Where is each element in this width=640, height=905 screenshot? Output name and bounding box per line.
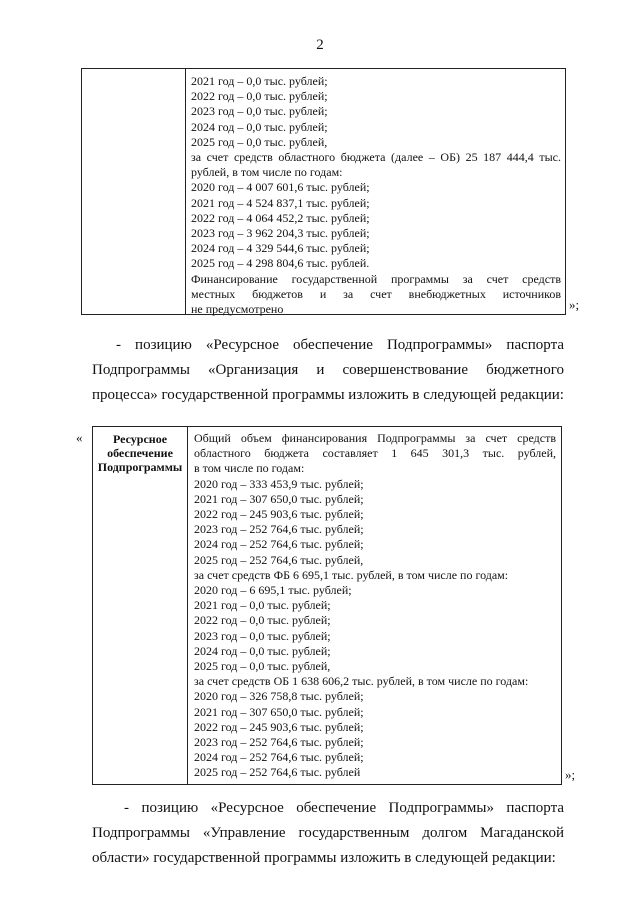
- text-line: в том числе по годам:: [194, 461, 305, 476]
- text-line: 2025 год – 252 764,6 тыс. рублей,: [194, 552, 364, 567]
- text-line: 2020 год – 6 695,1 тыс. рублей;: [194, 583, 352, 598]
- text-line: 2021 год – 0,0 тыс. рублей;: [191, 74, 328, 88]
- text-line: Общий объем финансирования Подпрограммы за счет средств: [194, 431, 556, 445]
- paragraph-line: - позицию «Ресурсное обеспечение Подпрограммы» паспорта: [124, 800, 564, 816]
- text-line: 2020 год – 326 758,8 тыс. рублей;: [194, 689, 364, 704]
- text-line: 2025 год – 0,0 тыс. рублей,: [191, 134, 328, 149]
- paragraph-line: - позицию «Ресурсное обеспечение Подпрограммы» паспорта: [116, 337, 564, 353]
- text-line: 2025 год – 252 764,6 тыс. рублей: [194, 765, 361, 780]
- close-quote: »;: [569, 297, 580, 312]
- text-line: 2023 год – 252 764,6 тыс. рублей;: [194, 735, 364, 750]
- table-continuation: [81, 68, 566, 315]
- table-content-cell: [188, 427, 561, 784]
- text-line: 2024 год – 252 764,6 тыс. рублей;: [194, 750, 364, 765]
- label-line: обеспечение: [107, 446, 173, 460]
- label-line: Ресурсное: [112, 432, 168, 446]
- text-line: не предусмотрено: [191, 302, 284, 317]
- text-line: 2024 год – 0,0 тыс. рублей;: [191, 119, 328, 134]
- text-line: 2024 год – 4 329 544,6 тыс. рублей;: [191, 241, 370, 256]
- text-line: 2021 год – 307 650,0 тыс. рублей;: [194, 491, 364, 506]
- text-line: 2024 год – 252 764,6 тыс. рублей;: [194, 537, 364, 552]
- text-line: областного бюджета составляет 1 645 301,3 тыс. рублей,: [194, 446, 556, 461]
- paragraph-line: области» государственной программы изложить в следующей редакции:: [92, 850, 556, 866]
- text-line: 2020 год – 333 453,9 тыс. рублей;: [194, 476, 364, 491]
- table-resource-provision: [92, 426, 562, 785]
- text-line: за счет средств областного бюджета (далее – ОБ) 25 187 444,4 тыс.: [191, 150, 561, 165]
- text-line: 2022 год – 245 903,6 тыс. рублей;: [194, 719, 364, 734]
- text-line: 2023 год – 252 764,6 тыс. рублей;: [194, 522, 364, 537]
- label-line: Подпрограммы: [97, 460, 183, 474]
- text-line: 2022 год – 4 064 452,2 тыс. рублей;: [191, 210, 370, 225]
- text-line: 2021 год – 0,0 тыс. рублей;: [194, 598, 331, 613]
- text-line: 2025 год – 0,0 тыс. рублей,: [194, 659, 331, 674]
- text-line: 2023 год – 0,0 тыс. рублей;: [191, 104, 328, 119]
- open-quote: «: [76, 430, 83, 445]
- text-line: 2021 год – 4 524 837,1 тыс. рублей;: [191, 195, 370, 210]
- text-line: за счет средств ОБ 1 638 606,2 тыс. рублей, в том числе по годам:: [194, 674, 529, 689]
- text-line: 2022 год – 245 903,6 тыс. рублей;: [194, 507, 364, 522]
- text-line: 2024 год – 0,0 тыс. рублей;: [194, 643, 331, 658]
- paragraph-line: Подпрограммы «Организация и совершенствование бюджетного: [92, 362, 564, 378]
- text-line: за счет средств ФБ 6 695,1 тыс. рублей, в том числе по годам:: [194, 567, 509, 582]
- table-label-cell: [82, 69, 186, 314]
- text-line: 2021 год – 307 650,0 тыс. рублей;: [194, 704, 364, 719]
- table-content-cell: [186, 69, 565, 317]
- text-line: 2022 год – 0,0 тыс. рублей;: [191, 89, 328, 104]
- paragraph: [92, 796, 564, 871]
- close-quote: »;: [565, 767, 576, 782]
- text-line: 2020 год – 4 007 601,6 тыс. рублей;: [191, 180, 370, 195]
- text-line: 2025 год – 4 298 804,6 тыс. рублей.: [191, 256, 370, 271]
- text-line: Финансирование государственной программы за счет средств: [191, 271, 561, 286]
- table-label-cell: [93, 427, 188, 784]
- paragraph-line: Подпрограммы «Управление государственным долгом Магаданской: [92, 825, 564, 841]
- paragraph-line: процесса» государственной программы изложить в следующей редакции:: [92, 387, 564, 403]
- text-line: 2023 год – 3 962 204,3 тыс. рублей;: [191, 226, 370, 241]
- paragraph: [92, 333, 564, 408]
- text-line: 2022 год – 0,0 тыс. рублей;: [194, 613, 331, 628]
- text-line: 2023 год – 0,0 тыс. рублей;: [194, 628, 331, 643]
- text-line: местных бюджетов и за счет внебюджетных источников: [191, 286, 561, 301]
- text-line: рублей, в том числе по годам:: [191, 165, 343, 180]
- page-number: 2: [316, 37, 324, 53]
